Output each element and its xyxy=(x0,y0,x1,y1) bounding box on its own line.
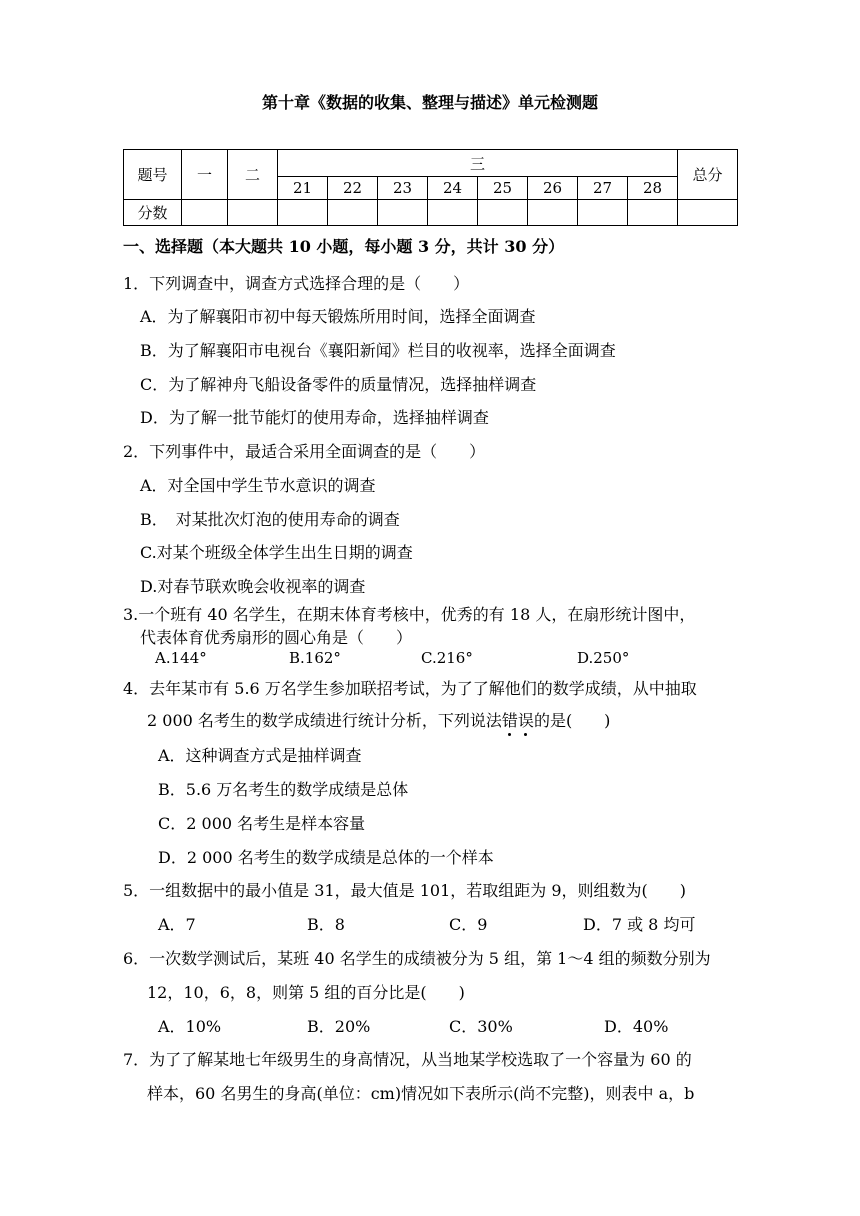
q3-option-c: C.216° xyxy=(421,649,473,667)
score-cell xyxy=(228,200,278,226)
header-total: 总分 xyxy=(678,150,738,200)
q6-option-b: B．20% xyxy=(307,1017,371,1036)
header-col: 26 xyxy=(528,177,578,200)
q2-option-d: D.对春节联欢晚会收视率的调查 xyxy=(140,577,366,596)
q5-stem: 5．一组数据中的最小值是 31，最大值是 101，若取组距为 9，则组数为( ) xyxy=(123,881,687,900)
q6-stem-line1: 6．一次数学测试后，某班 40 名学生的成绩被分为 5 组，第 1～4 组的频数分别为 xyxy=(123,949,711,968)
q1-option-a: A．为了解襄阳市初中每天锻炼所用时间，选择全面调查 xyxy=(140,307,536,326)
q4-option-b: B．5.6 万名考生的数学成绩是总体 xyxy=(158,780,409,799)
header-col: 23 xyxy=(378,177,428,200)
q4-stem-text: 2 000 名考生的数学成绩进行统计分析，下列说法 xyxy=(147,711,502,730)
q4-option-a: A．这种调查方式是抽样调查 xyxy=(158,746,362,765)
q1-option-c: C．为了解神舟飞船设备零件的质量情况，选择抽样调查 xyxy=(140,375,537,394)
q3-option-d: D.250° xyxy=(577,649,630,667)
header-part-three: 三 xyxy=(278,150,678,177)
q3-option-a: A.144° xyxy=(155,649,207,667)
q3-option-b: B.162° xyxy=(289,649,341,667)
header-col: 21 xyxy=(278,177,328,200)
q2-stem: 2．下列事件中，最适合采用全面调查的是（ ） xyxy=(123,442,486,461)
score-cell xyxy=(578,200,628,226)
q4-option-d: D．2 000 名考生的数学成绩是总体的一个样本 xyxy=(158,848,494,867)
header-col: 24 xyxy=(428,177,478,200)
q4-stem-line1: 4．去年某市有 5.6 万名学生参加联招考试，为了了解他们的数学成绩，从中抽取 xyxy=(123,679,697,698)
q6-stem-line2: 12，10，6，8，则第 5 组的百分比是( ) xyxy=(147,983,465,1002)
header-part-one: 一 xyxy=(182,150,228,200)
q6-option-c: C．30% xyxy=(449,1017,513,1036)
q4-stem-line2 xyxy=(147,708,610,731)
q3-stem-line1: 3.一个班有 40 名学生，在期末体育考核中，优秀的有 18 人，在扇形统计图中， xyxy=(123,605,696,624)
header-col: 25 xyxy=(478,177,528,200)
q5-option-c: C．9 xyxy=(449,915,488,934)
header-col: 27 xyxy=(578,177,628,200)
score-cell xyxy=(278,200,328,226)
q4-stem-text: 的是( ) xyxy=(533,711,611,730)
emphasis-char: 误 xyxy=(517,711,534,730)
score-cell xyxy=(478,200,528,226)
header-col: 22 xyxy=(328,177,378,200)
q2-option-b: B． 对某批次灯泡的使用寿命的调查 xyxy=(140,510,400,529)
score-cell xyxy=(428,200,478,226)
score-cell xyxy=(328,200,378,226)
score-cell xyxy=(628,200,678,226)
page-title: 第十章《数据的收集、整理与描述》单元检测题 xyxy=(261,93,598,112)
q5-option-a: A．7 xyxy=(158,915,196,934)
emphasis-char: 错 xyxy=(501,711,518,730)
header-part-two: 二 xyxy=(228,150,278,200)
score-cell xyxy=(182,200,228,226)
score-cell xyxy=(378,200,428,226)
score-label: 分数 xyxy=(124,200,182,226)
q5-option-b: B．8 xyxy=(307,915,345,934)
header-question-number: 题号 xyxy=(124,150,182,200)
score-cell xyxy=(528,200,578,226)
q3-stem-line2: 代表体育优秀扇形的圆心角是（ ） xyxy=(140,628,413,647)
q1-stem: 1．下列调查中，调查方式选择合理的是（ ） xyxy=(123,274,470,293)
q2-option-c: C.对某个班级全体学生出生日期的调查 xyxy=(140,543,413,562)
header-col: 28 xyxy=(628,177,678,200)
q7-stem-line2: 样本，60 名男生的身高(单位：cm)情况如下表所示(尚不完整)，则表中 a，b xyxy=(147,1084,695,1103)
q4-option-c: C．2 000 名考生是样本容量 xyxy=(158,814,366,833)
score-table xyxy=(123,149,738,226)
section-heading: 一、选择题（本大题共 10 小题，每小题 3 分，共计 30 分） xyxy=(123,237,565,256)
q1-option-d: D．为了解一批节能灯的使用寿命，选择抽样调查 xyxy=(140,408,489,427)
q7-stem-line1: 7．为了了解某地七年级男生的身高情况，从当地某学校选取了一个容量为 60 的 xyxy=(123,1050,692,1069)
q6-option-d: D．40% xyxy=(604,1017,669,1036)
q2-option-a: A．对全国中学生节水意识的调查 xyxy=(140,476,376,495)
q5-option-d: D．7 或 8 均可 xyxy=(583,915,696,934)
score-cell xyxy=(678,200,738,226)
q1-option-b: B．为了解襄阳市电视台《襄阳新闻》栏目的收视率，选择全面调查 xyxy=(140,341,616,360)
q6-option-a: A．10% xyxy=(158,1017,222,1036)
